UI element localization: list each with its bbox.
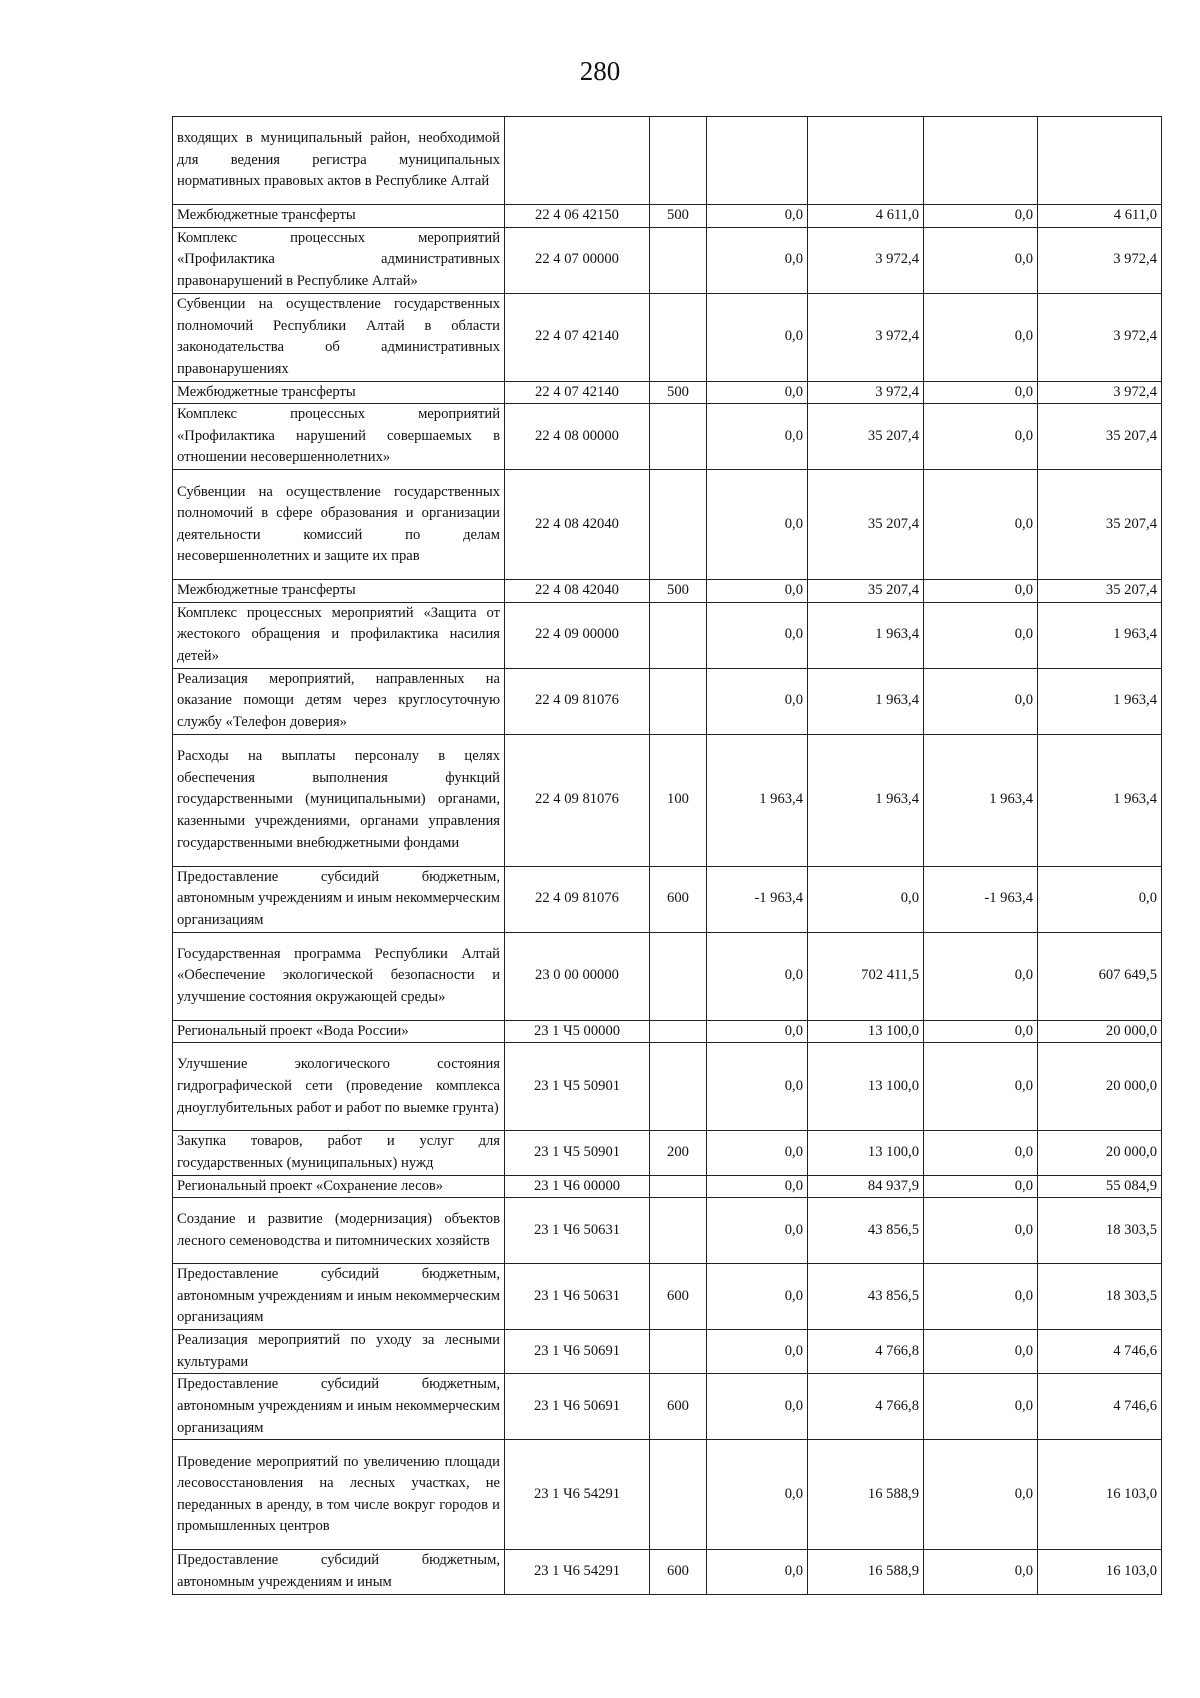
cell-kind: 200 (650, 1131, 707, 1175)
cell-value-2: 3 972,4 (808, 293, 924, 381)
cell-value-1: 0,0 (707, 1440, 808, 1550)
cell-value-4 (1038, 117, 1162, 205)
cell-value-3: 0,0 (924, 668, 1038, 734)
cell-kind (650, 1175, 707, 1198)
cell-value-3: 0,0 (924, 227, 1038, 293)
table-row (173, 580, 1162, 603)
cell-value-1: 0,0 (707, 1198, 808, 1264)
cell-code: 23 1 Ч5 00000 (505, 1020, 650, 1043)
cell-value-1: 0,0 (707, 602, 808, 668)
cell-code: 22 4 08 00000 (505, 404, 650, 470)
cell-code: 22 4 09 00000 (505, 602, 650, 668)
cell-name: Региональный проект «Сохранение лесов» (173, 1175, 505, 1198)
cell-kind: 100 (650, 734, 707, 866)
table-row (173, 470, 1162, 580)
cell-value-1: 0,0 (707, 1020, 808, 1043)
cell-code: 23 1 Ч6 00000 (505, 1175, 650, 1198)
cell-value-1: 0,0 (707, 293, 808, 381)
cell-value-4: 4 746,6 (1038, 1330, 1162, 1374)
table-row (173, 1374, 1162, 1440)
cell-value-1: 0,0 (707, 580, 808, 603)
cell-name: Межбюджетные трансферты (173, 580, 505, 603)
cell-value-2: 35 207,4 (808, 470, 924, 580)
cell-value-3: 0,0 (924, 404, 1038, 470)
cell-value-4: 0,0 (1038, 866, 1162, 932)
table-row (173, 1330, 1162, 1374)
cell-kind (650, 932, 707, 1020)
table-row (173, 1264, 1162, 1330)
cell-value-4: 20 000,0 (1038, 1020, 1162, 1043)
cell-value-2: 35 207,4 (808, 580, 924, 603)
table-row (173, 404, 1162, 470)
cell-code: 22 4 07 42140 (505, 381, 650, 404)
cell-name: Субвенции на осуществление государственных полномочий Республики Алтай в области законодательства об административных правонарушениях (173, 293, 505, 381)
cell-value-4: 35 207,4 (1038, 580, 1162, 603)
cell-code: 23 1 Ч6 50631 (505, 1198, 650, 1264)
cell-kind: 500 (650, 205, 707, 228)
cell-name: Предоставление субсидий бюджетным, автономным учреждениям и иным некоммерческим организациям (173, 1264, 505, 1330)
cell-kind: 600 (650, 1264, 707, 1330)
cell-value-2: 35 207,4 (808, 404, 924, 470)
cell-code: 23 1 Ч5 50901 (505, 1043, 650, 1131)
budget-table (172, 116, 1162, 1595)
cell-kind: 600 (650, 1550, 707, 1594)
cell-value-2: 1 963,4 (808, 602, 924, 668)
cell-value-4: 1 963,4 (1038, 734, 1162, 866)
cell-code: 22 4 07 00000 (505, 227, 650, 293)
table-row (173, 734, 1162, 866)
cell-kind (650, 470, 707, 580)
cell-value-1: 0,0 (707, 470, 808, 580)
cell-code: 22 4 08 42040 (505, 580, 650, 603)
cell-kind: 600 (650, 866, 707, 932)
cell-value-2: 3 972,4 (808, 227, 924, 293)
cell-value-4: 35 207,4 (1038, 470, 1162, 580)
cell-value-3: 0,0 (924, 470, 1038, 580)
cell-code (505, 117, 650, 205)
cell-value-1: 0,0 (707, 1330, 808, 1374)
cell-code: 23 1 Ч5 50901 (505, 1131, 650, 1175)
cell-value-2: 1 963,4 (808, 734, 924, 866)
cell-value-2: 3 972,4 (808, 381, 924, 404)
cell-value-3: 0,0 (924, 1020, 1038, 1043)
cell-kind (650, 1330, 707, 1374)
cell-name: Реализация мероприятий по уходу за лесными культурами (173, 1330, 505, 1374)
cell-value-1: -1 963,4 (707, 866, 808, 932)
cell-kind: 500 (650, 381, 707, 404)
cell-name: Межбюджетные трансферты (173, 205, 505, 228)
cell-name: Улучшение экологического состояния гидрографической сети (проведение комплекса дноуглубительных работ и работ по выемке грунта) (173, 1043, 505, 1131)
cell-value-2: 4 766,8 (808, 1330, 924, 1374)
cell-value-1: 0,0 (707, 932, 808, 1020)
cell-value-2: 13 100,0 (808, 1131, 924, 1175)
cell-value-1 (707, 117, 808, 205)
cell-kind (650, 1440, 707, 1550)
cell-kind (650, 1198, 707, 1264)
cell-value-4: 4 611,0 (1038, 205, 1162, 228)
cell-value-3: -1 963,4 (924, 866, 1038, 932)
cell-name: Комплекс процессных мероприятий «Профилактика административных правонарушений в Республике Алтай» (173, 227, 505, 293)
cell-code: 22 4 09 81076 (505, 866, 650, 932)
cell-value-4: 18 303,5 (1038, 1198, 1162, 1264)
table-row (173, 205, 1162, 228)
cell-value-1: 0,0 (707, 1374, 808, 1440)
cell-value-3: 0,0 (924, 1330, 1038, 1374)
table-row (173, 602, 1162, 668)
cell-value-2: 43 856,5 (808, 1198, 924, 1264)
table-row (173, 1043, 1162, 1131)
cell-kind (650, 668, 707, 734)
cell-value-4: 1 963,4 (1038, 602, 1162, 668)
cell-value-4: 3 972,4 (1038, 227, 1162, 293)
cell-value-4: 16 103,0 (1038, 1440, 1162, 1550)
cell-value-1: 0,0 (707, 404, 808, 470)
cell-name: Предоставление субсидий бюджетным, автономным учреждениям и иным некоммерческим организациям (173, 1374, 505, 1440)
cell-value-2: 16 588,9 (808, 1550, 924, 1594)
cell-code: 23 1 Ч6 50691 (505, 1330, 650, 1374)
cell-value-3: 0,0 (924, 1043, 1038, 1131)
cell-value-3: 0,0 (924, 1131, 1038, 1175)
cell-code: 23 1 Ч6 50691 (505, 1374, 650, 1440)
cell-value-3: 0,0 (924, 381, 1038, 404)
table-row (173, 1175, 1162, 1198)
cell-value-1: 0,0 (707, 381, 808, 404)
cell-value-3: 0,0 (924, 580, 1038, 603)
cell-code: 22 4 07 42140 (505, 293, 650, 381)
cell-value-3: 0,0 (924, 1264, 1038, 1330)
cell-value-2: 4 611,0 (808, 205, 924, 228)
cell-value-4: 4 746,6 (1038, 1374, 1162, 1440)
cell-value-3: 0,0 (924, 1175, 1038, 1198)
cell-value-2: 0,0 (808, 866, 924, 932)
cell-value-2: 702 411,5 (808, 932, 924, 1020)
cell-value-3: 0,0 (924, 293, 1038, 381)
cell-kind: 500 (650, 580, 707, 603)
cell-value-2: 13 100,0 (808, 1043, 924, 1131)
table-row (173, 932, 1162, 1020)
cell-value-1: 0,0 (707, 1131, 808, 1175)
cell-value-3: 0,0 (924, 1440, 1038, 1550)
cell-value-1: 0,0 (707, 1264, 808, 1330)
cell-code: 23 1 Ч6 54291 (505, 1550, 650, 1594)
cell-value-1: 1 963,4 (707, 734, 808, 866)
cell-value-4: 55 084,9 (1038, 1175, 1162, 1198)
table-row (173, 381, 1162, 404)
cell-value-4: 607 649,5 (1038, 932, 1162, 1020)
cell-name: Расходы на выплаты персоналу в целях обеспечения выполнения функций государственными (муниципальными) органами, казенными учреждениями, органами управления государственными внебюджетными фондами (173, 734, 505, 866)
table-row (173, 227, 1162, 293)
cell-name: Проведение мероприятий по увеличению площади лесовосстановления на лесных участках, не переданных в аренду, в том числе вокруг городов и промышленных центров (173, 1440, 505, 1550)
table-row (173, 1440, 1162, 1550)
cell-value-1: 0,0 (707, 668, 808, 734)
cell-code: 22 4 09 81076 (505, 734, 650, 866)
cell-value-4: 35 207,4 (1038, 404, 1162, 470)
cell-value-4: 20 000,0 (1038, 1131, 1162, 1175)
cell-value-2 (808, 117, 924, 205)
cell-name: Субвенции на осуществление государственных полномочий в сфере образования и организации деятельности комиссий по делам несовершеннолетних и защите их прав (173, 470, 505, 580)
table-row (173, 117, 1162, 205)
cell-value-4: 3 972,4 (1038, 381, 1162, 404)
table-row (173, 1020, 1162, 1043)
cell-code: 23 1 Ч6 54291 (505, 1440, 650, 1550)
cell-code: 23 1 Ч6 50631 (505, 1264, 650, 1330)
cell-name: Реализация мероприятий, направленных на оказание помощи детям через круглосуточную службу «Телефон доверия» (173, 668, 505, 734)
cell-name: входящих в муниципальный район, необходимой для ведения регистра муниципальных нормативных правовых актов в Республике Алтай (173, 117, 505, 205)
cell-kind (650, 117, 707, 205)
cell-code: 22 4 06 42150 (505, 205, 650, 228)
cell-kind (650, 293, 707, 381)
cell-code: 22 4 09 81076 (505, 668, 650, 734)
cell-value-3: 0,0 (924, 932, 1038, 1020)
cell-value-4: 1 963,4 (1038, 668, 1162, 734)
table-row (173, 668, 1162, 734)
cell-name: Комплекс процессных мероприятий «Профилактика нарушений совершаемых в отношении несовершеннолетних» (173, 404, 505, 470)
page-number: 280 (579, 56, 621, 86)
table-row (173, 1198, 1162, 1264)
cell-value-3: 0,0 (924, 1374, 1038, 1440)
cell-value-3: 0,0 (924, 1198, 1038, 1264)
cell-name: Региональный проект «Вода России» (173, 1020, 505, 1043)
cell-value-2: 16 588,9 (808, 1440, 924, 1550)
cell-kind: 600 (650, 1374, 707, 1440)
cell-kind (650, 1020, 707, 1043)
cell-value-1: 0,0 (707, 1175, 808, 1198)
cell-value-1: 0,0 (707, 227, 808, 293)
cell-kind (650, 227, 707, 293)
cell-name: Создание и развитие (модернизация) объектов лесного семеноводства и питомнических хозяйств (173, 1198, 505, 1264)
cell-name: Предоставление субсидий бюджетным, автономным учреждениям и иным некоммерческим организациям (173, 866, 505, 932)
table-row (173, 293, 1162, 381)
table-row (173, 866, 1162, 932)
table-body (173, 117, 1162, 1595)
cell-kind (650, 404, 707, 470)
cell-code: 23 0 00 00000 (505, 932, 650, 1020)
cell-value-4: 3 972,4 (1038, 293, 1162, 381)
cell-value-3: 1 963,4 (924, 734, 1038, 866)
cell-value-2: 1 963,4 (808, 668, 924, 734)
cell-value-3: 0,0 (924, 602, 1038, 668)
cell-name: Закупка товаров, работ и услуг для государственных (муниципальных) нужд (173, 1131, 505, 1175)
cell-value-3: 0,0 (924, 1550, 1038, 1594)
cell-value-4: 18 303,5 (1038, 1264, 1162, 1330)
cell-value-2: 84 937,9 (808, 1175, 924, 1198)
cell-value-3: 0,0 (924, 205, 1038, 228)
cell-value-1: 0,0 (707, 1043, 808, 1131)
cell-value-1: 0,0 (707, 205, 808, 228)
cell-value-3 (924, 117, 1038, 205)
table-row (173, 1550, 1162, 1594)
cell-name: Комплекс процессных мероприятий «Защита от жестокого обращения и профилактика насилия детей» (173, 602, 505, 668)
cell-kind (650, 1043, 707, 1131)
cell-name: Межбюджетные трансферты (173, 381, 505, 404)
cell-name: Государственная программа Республики Алтай «Обеспечение экологической безопасности и улучшение состояния окружающей среды» (173, 932, 505, 1020)
cell-kind (650, 602, 707, 668)
cell-code: 22 4 08 42040 (505, 470, 650, 580)
cell-value-2: 13 100,0 (808, 1020, 924, 1043)
cell-value-1: 0,0 (707, 1550, 808, 1594)
table-row (173, 1131, 1162, 1175)
cell-value-2: 43 856,5 (808, 1264, 924, 1330)
cell-value-2: 4 766,8 (808, 1374, 924, 1440)
cell-value-4: 16 103,0 (1038, 1550, 1162, 1594)
cell-value-4: 20 000,0 (1038, 1043, 1162, 1131)
cell-name: Предоставление субсидий бюджетным, автономным учреждениям и иным (173, 1550, 505, 1594)
